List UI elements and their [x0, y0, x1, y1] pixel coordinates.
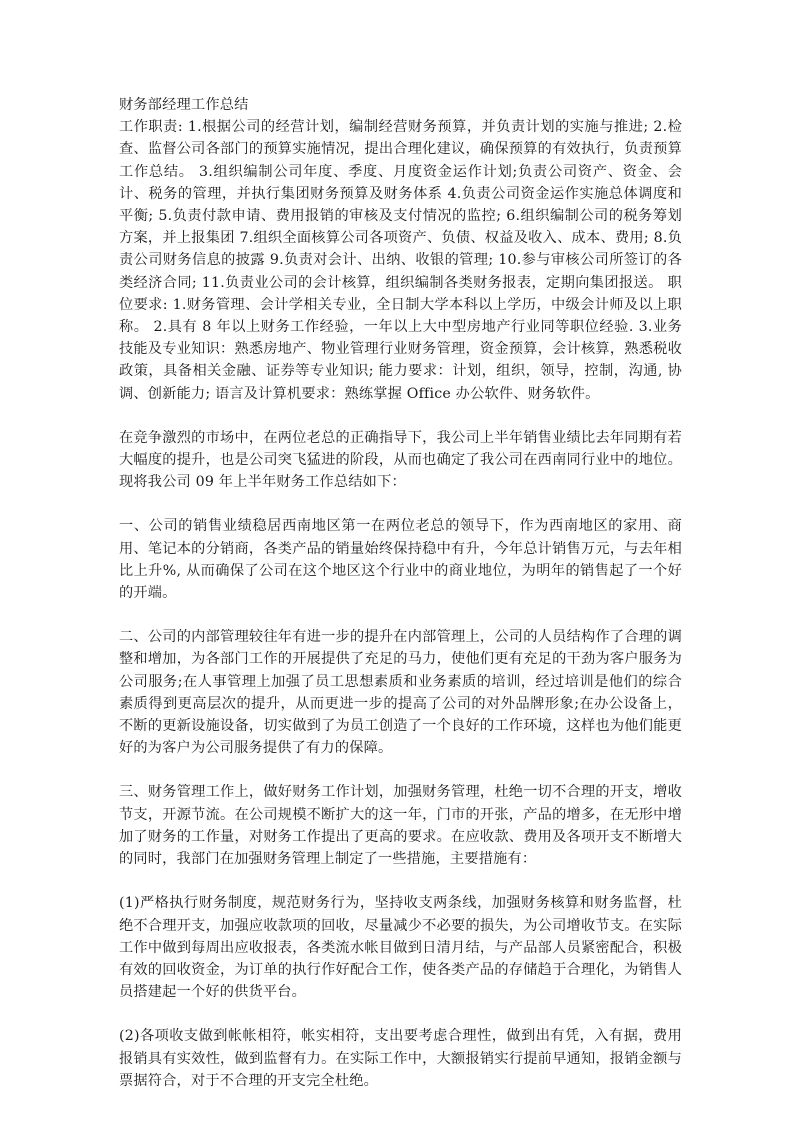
paragraph-section-two-management: 二、公司的内部管理较往年有进一步的提升在内部管理上，公司的人员结构作了合理的调整和增加，为各部门工作的开展提供了充足的马力，使他们更有充足的干劲为客户服务为公司服务;在人事管理上加强了员工思想素质和业务素质的培训，经过培训是他们的综合素质得到更高层次的提升，从而更进一步的提高了公司的对外品牌形象;在办公设备上，不断的更新设施设备，切实做到了为员工创造了一个良好的工作环境，这样也为他们能更好的为客户为公司服务提供了有力的保障。: [119, 629, 682, 757]
document-title: 财务部经理工作总结: [119, 97, 249, 113]
paragraph-measure-one: (1)严格执行财务制度，规范财务行为，坚持收支两条线，加强财务核算和财务监督，杜绝不合理开支，加强应收款项的回收，尽量减少不必要的损失，为公司增收节支。在实际工作中做到每周出应收报表，各类流水帐目做到日清月结，与产品部人员紧密配合，积极有效的回收资金，为订单的执行作好配合工作，使各类产品的存储趋于合理化，为销售人员搭建起一个好的供货平台。: [119, 895, 682, 1001]
paragraph-measure-two: (2)各项收支做到帐帐相符，帐实相符，支出要考虑合理性，做到出有凭，入有据，费用报销具有实效性，做到监督有力。在实际工作中，大额报销实行提前早通知，报销金额与票据符合，对于不合理的开支完全杜绝。: [119, 1028, 682, 1089]
paragraph-section-three-finance: 三、财务管理工作上，做好财务工作计划，加强财务管理，杜绝一切不合理的开支，增收节支，开源节流。在公司规模不断扩大的这一年，门市的开张，产品的增多，在无形中增加了财务的工作量，对财务工作提出了更高的要求。在应收款、费用及各项开支不断增大的同时，我部门在加强财务管理上制定了一些措施，主要措施有：: [119, 784, 682, 868]
paragraph-introduction: 在竞争激烈的市场中，在两位老总的正确指导下，我公司上半年销售业绩比去年同期有若大幅度的提升，也是公司突飞猛进的阶段，从而也确定了我公司在西南同行业中的地位。现将我公司 09 年上半年财务工作总结如下：: [119, 429, 682, 491]
paragraph-section-one-sales: 一、公司的销售业绩稳居西南地区第一在两位老总的领导下，作为西南地区的家用、商用、笔记本的分销商，各类产品的销量始终保持稳中有升，今年总计销售万元，与去年相比上升%, 从而确保了公司在这个地区这个行业中的商业地位，为明年的销售起了一个好的开端。: [119, 518, 682, 602]
document-page: [119, 94, 682, 1092]
paragraph-job-description: 工作职责: 1.根据公司的经营计划，编制经营财务预算，并负责计划的实施与推进; 2.检查、监督公司各部门的预算实施情况，提出合理化建议，确保预算的有效执行，负责预算工作总结。 3.组织编制公司年度、季度、月度资金运作计划;负责公司资产、资金、会计、税务的管理，并执行集团财务预算及财务体系 4.负责公司资金运作实施总体调度和平衡; 5.负责付款申请、费用报销的审核及支付情况的监控; 6.组织编制公司的税务筹划方案，并上报集团 7.组织全面核算公司各项资产、负债、权益及收入、成本、费用; 8.负责公司财务信息的披露 9.负责对会计、出纳、收银的管理; 10.参与审核公司所签订的各类经济合同; 11.负责业公司的会计核算，组织编制各类财务报表，定期向集团报送。 职位要求: 1.财务管理、会计学相关专业，全日制大学本科以上学历，中级会计师及以上职称。 2.具有 8 年以上财务工作经验，一年以上大中型房地产行业同等职位经验. 3.业务技能及专业知识：熟悉房地产、物业管理行业财务管理，资金预算，会计核算，熟悉税收政策，具备相关金融、证券等专业知识; 能力要求：计划，组织，领导，控制，沟通, 协调、创新能力; 语言及计算机要求：熟练掌握 Office 办公软件、财务软件。: [119, 119, 682, 402]
